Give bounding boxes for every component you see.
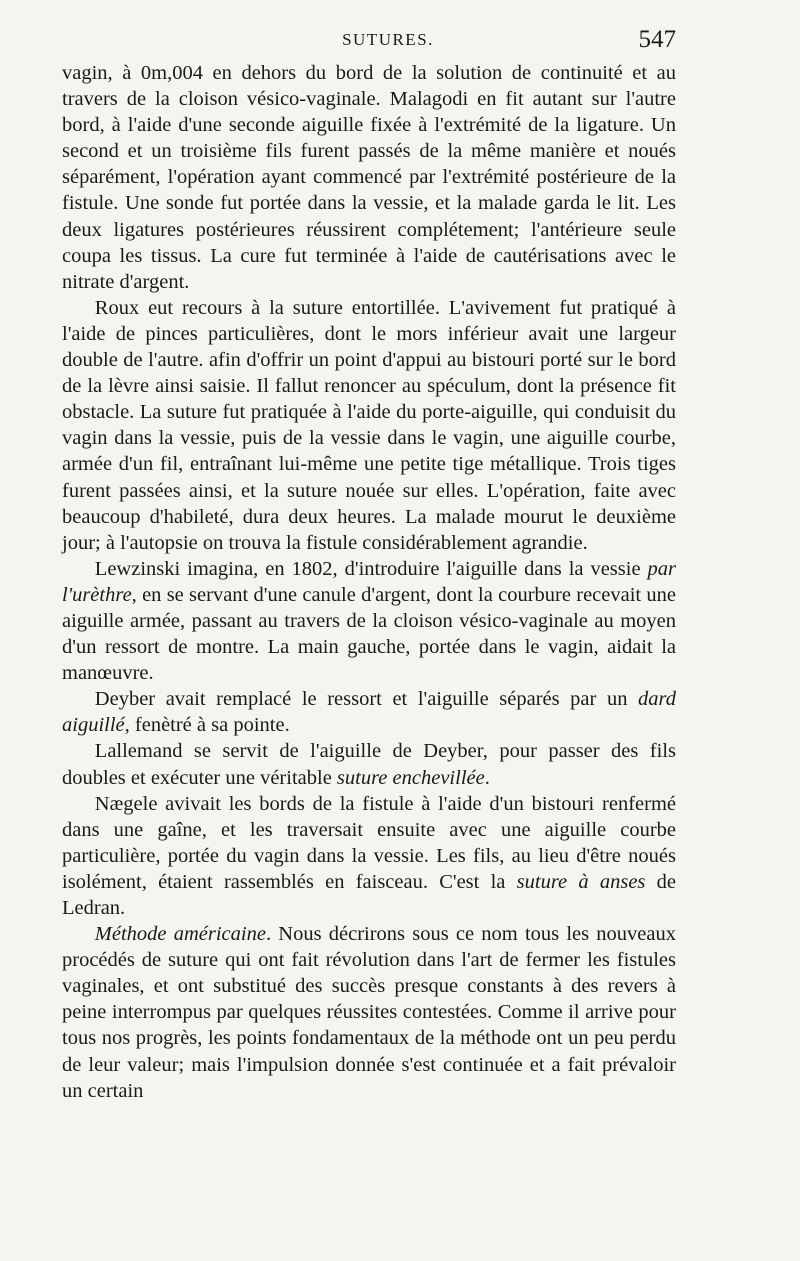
text-run: de Ledran. [62, 870, 677, 919]
paragraph-methode-americaine [62, 921, 676, 1104]
text-run: Lewzinski imagina, en 1802, d'introduire l'aiguille dans la vessie [94, 557, 648, 580]
page-header [60, 26, 676, 56]
italic-term: par l'urèthre [62, 557, 676, 606]
text-run: Nægele avivait les bords de la fistule à l'aide d'un bistouri renfermé dans une gaîne, et les traversait ensuite avec une aiguille courbe particulière, portée du vagin dans la vessie. Les fils, au lieu d'être noués isolément, étaient rassemblés en faisceau. C'est la [62, 792, 676, 893]
paragraph-lewzinski [62, 556, 676, 686]
paragraph-naegele [62, 791, 676, 921]
text-run: . Nous décrirons sous ce nom tous les nouveaux procédés de suture qui ont fait révolution dans l'art de fermer les fistules vaginales, et ont substitué des succès presque constants à des revers à peine interrompus par quelques réussites contestées. Comme il arrive pour tous nos progrès, les points fondamentaux de la méthode ont un peu perdu de leur valeur; mais l'impulsion donnée s'est continuée et a fait prévaloir un certain [62, 923, 676, 1102]
text-run: Deyber avait remplacé le ressort et l'aiguille séparés par un [94, 688, 639, 711]
paragraph-lallemand [62, 738, 676, 790]
running-head: SUTURES. [342, 30, 434, 49]
text-run: , fenètré à sa pointe. [124, 714, 290, 737]
text-run: . [484, 766, 490, 789]
paragraph-deyber [62, 686, 676, 738]
page-number: 547 [638, 26, 676, 53]
paragraph-roux: Roux eut recours à la suture entortillée. L'avivement fut pratiqué à l'aide de pinces particulières, dont le mors inférieur avait une largeur double de l'autre. afin d'offrir un point d'appui au bistouri porté sur le bord de la lèvre ainsi saisie. Il fallut renoncer au spéculum, dont la présence fit obstacle. La suture fut pratiquée à l'aide du porte-aiguille, qui conduisit du vagin dans la vessie, puis de la vessie dans le vagin, une aiguille courbe, armée d'un fil, entraînant lui-même une petite tige métallique. Trois tiges furent passées ainsi, et la suture nouée sur elles. L'opération, faite avec beaucoup d'habileté, dura deux heures. La malade mourut le deuxième jour; à l'autopsie on trouva la fistule considérablement agrandie. [62, 296, 676, 554]
section-lead-italic: Méthode américaine [94, 923, 266, 946]
italic-term: suture enchevillée [336, 766, 485, 789]
text-run: Lallemand se servit de l'aiguille de Deyber, pour passer des fils doubles et exécuter une véritable [62, 740, 676, 789]
italic-term: suture à anses [516, 870, 646, 893]
italic-term: dard aiguillé [62, 688, 676, 737]
paragraph-continuation: vagin, à 0m,004 en dehors du bord de la solution de continuité et au travers de la cloison vésico-vaginale. Malagodi en fit autant sur l'autre bord, à l'aide d'une seconde aiguille fixée à l'extrémité de la ligature. Un second et un troisième fils furent passés de la même manière et noués séparément, l'opération ayant commencé par l'extrémité postérieure de la fistule. Une sonde fut portée dans la vessie, et la malade garda le lit. Les deux ligatures postérieures réussirent complétement; l'antérieure seule coupa les tissus. La cure fut terminée à l'aide de cautérisations avec le nitrate d'argent. [62, 62, 676, 293]
text-run: , en se servant d'une canule d'argent, dont la courbure recevait une aiguille armée, passant au travers de la cloison vésico-vaginale au moyen d'un ressort de montre. La main gauche, portée dans le vagin, aidait la manœuvre. [62, 583, 676, 685]
body-text [62, 60, 676, 1104]
